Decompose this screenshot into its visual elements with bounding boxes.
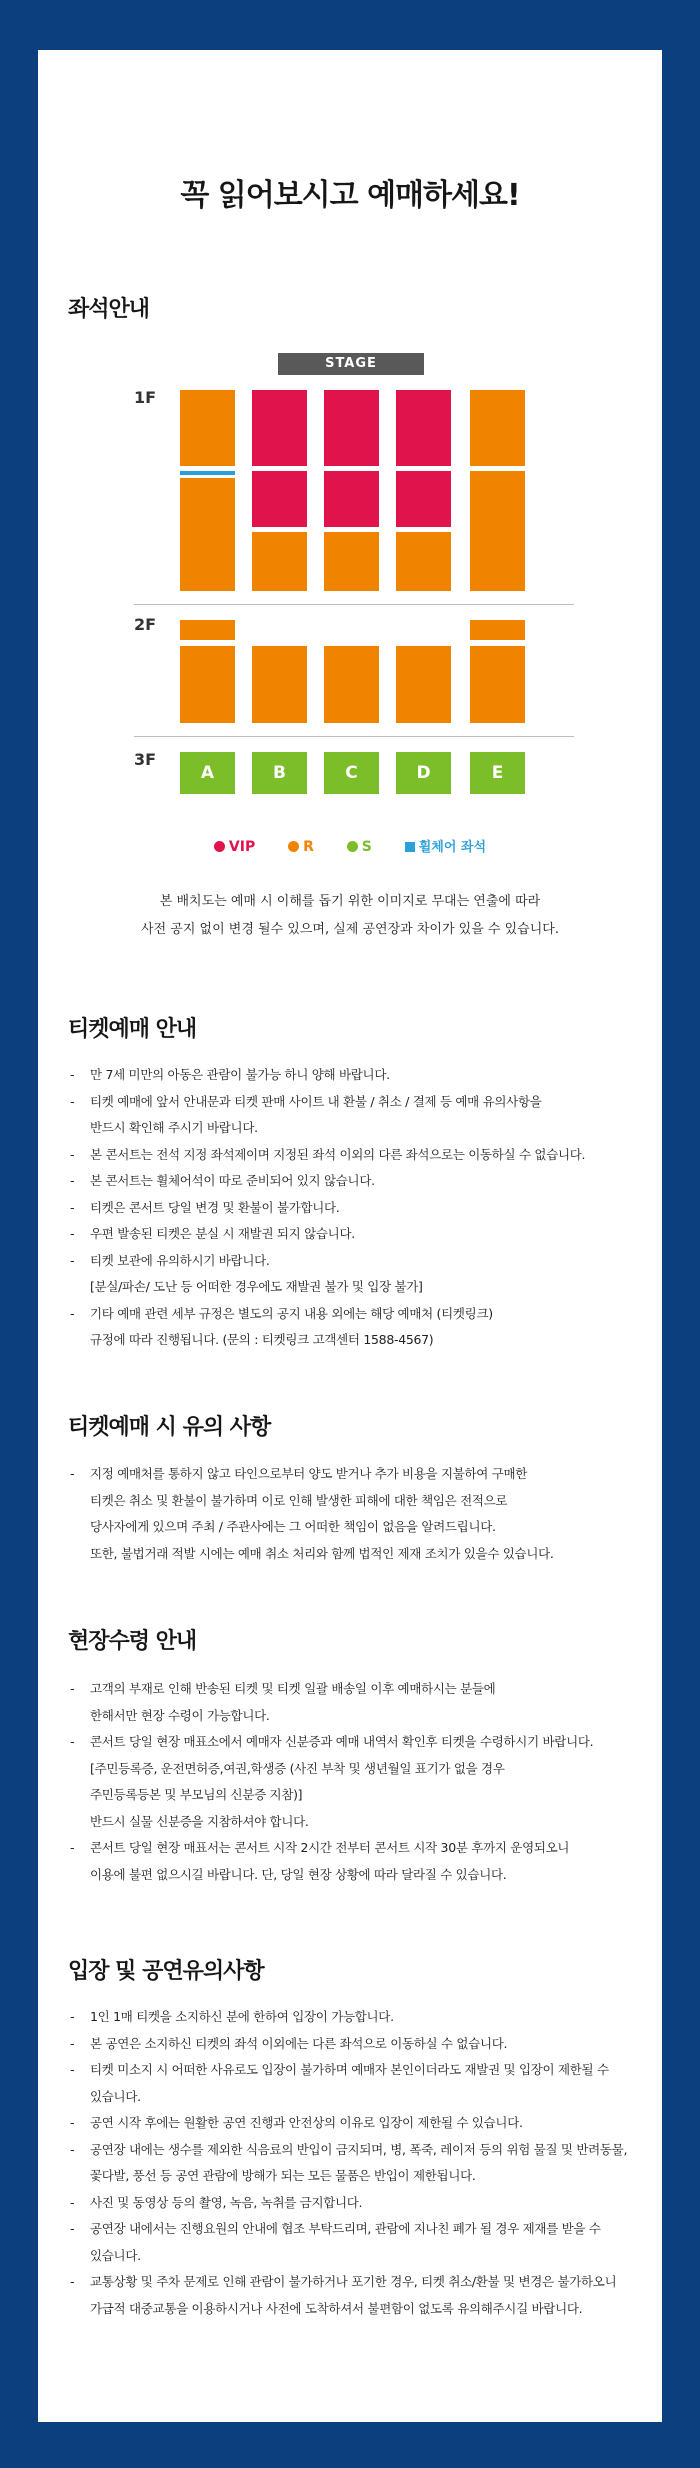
seat-block-2f [252, 646, 307, 723]
floor-divider [134, 604, 574, 605]
list-item: - 콘서트 당일 현장 매표서는 콘서트 시작 2시간 전부터 콘서트 시작 30분 후까지 운영되오니 이용에 불편 없으시길 바랍니다. 단, 당일 현장 상황에 따라 달라질 수 있습니다. [68, 1835, 638, 1888]
list-item: - 티켓은 콘서트 당일 변경 및 환불이 불가합니다. [68, 1195, 638, 1222]
seat-block-3f-d: D [396, 752, 451, 794]
seat-block-3f-e: E [470, 752, 525, 794]
list-item: - 티켓 예매에 앞서 안내문과 티켓 판매 사이트 내 환불 / 취소 / 결제 등 예매 유의사항을 반드시 확인해 주시기 바랍니다. [68, 1089, 638, 1142]
floor-label-1f: 1F [134, 388, 157, 407]
seat-block-2f [324, 646, 379, 723]
caution-list [68, 1461, 638, 1567]
list-item: - 기타 예매 관련 세부 규정은 별도의 공지 내용 외에는 해당 예매처 (티켓링크) 규정에 따라 진행됩니다. (문의 : 티켓링크 고객센터 1588-4567) [68, 1301, 638, 1354]
list-item: - 고객의 부재로 인해 반송된 티켓 및 티켓 일괄 배송일 이후 예매하시는 분들에 한해서만 현장 수령이 가능합니다. [68, 1676, 638, 1729]
seat-note: 본 배치도는 예매 시 이해를 돕기 위한 이미지로 무대는 연출에 따라 사전 공지 없이 변경 될수 있으며, 실제 공연장과 차이가 있을 수 있습니다. [141, 894, 559, 937]
wheelchair-seat [180, 471, 235, 475]
seat-block-1f-left-front [180, 390, 235, 466]
seat-block-2f [470, 646, 525, 723]
list-item: - 콘서트 당일 현장 매표소에서 예매자 신분증과 예매 내역서 확인후 티켓을 수령하시기 바랍니다. [주민등록증, 운전면허증,여권,학생증 (사진 부착 및 생년월일 표기가 없을 경우 주민등록등본 및 부모님의 신분증 지참)] 반드시 실물 신분증을 지참하셔야 합니다. [68, 1729, 638, 1835]
info-card [38, 50, 662, 2422]
list-item: - 공연 시작 후에는 원활한 공연 진행과 안전상의 이유로 입장이 제한될 수 있습니다. [68, 2110, 638, 2137]
seat-block-r [396, 532, 451, 591]
floor-divider [134, 736, 574, 737]
seat-block-vip [324, 390, 379, 466]
legend-item-vip: VIP [214, 839, 255, 855]
list-item: - 우편 발송된 티켓은 분실 시 재발권 되지 않습니다. [68, 1221, 638, 1248]
entry-list [68, 2004, 638, 2322]
legend-square-icon [405, 842, 415, 852]
seat-block-vip [252, 471, 307, 527]
seat-block-vip [396, 471, 451, 527]
list-item: - 티켓 보관에 유의하시기 바랍니다. [분실/파손/ 도난 등 어떠한 경우에도 재발권 불가 및 입장 불가] [68, 1248, 638, 1301]
seat-block-vip [396, 390, 451, 466]
legend-dot-icon [288, 841, 299, 852]
seat-block-r [324, 532, 379, 591]
legend-item-wheelchair: 휠체어 좌석 [405, 840, 486, 855]
seat-block-3f-a: A [180, 752, 235, 794]
legend-dot-icon [214, 841, 225, 852]
legend-item-r: R [288, 839, 314, 855]
list-item: - 본 공연은 소지하신 티켓의 좌석 이외에는 다른 좌석으로 이동하실 수 없습니다. [68, 2031, 638, 2058]
legend-dot-icon [347, 841, 358, 852]
seat-block-3f-b: B [252, 752, 307, 794]
onsite-title: 현장수령 안내 [68, 1629, 197, 1654]
seat-block-1f-right-rear [470, 471, 525, 591]
entry-title: 입장 및 공연유의사항 [68, 1959, 264, 1984]
ticket-guide-list [68, 1062, 638, 1354]
onsite-list [68, 1676, 638, 1888]
seat-block-2f-right-top [470, 620, 525, 640]
seat-block-vip [252, 390, 307, 466]
floor-label-3f: 3F [134, 750, 157, 769]
page-title: 꼭 읽어보시고 예매하세요! [180, 178, 520, 213]
floor-label-2f: 2F [134, 615, 157, 634]
seat-section-title: 좌석안내 [68, 297, 150, 322]
list-item: - 지정 예매처를 통하지 않고 타인으로부터 양도 받거나 추가 비용을 지불하여 구매한 티켓은 취소 및 환불이 불가하며 이로 인해 발생한 피해에 대한 책임은 전적으로 당사자에게 있으며 주최 / 주관사에는 그 어떠한 책임이 없음을 알려드립니다. 또한, 불법거래 적발 시에는 예매 취소 처리와 함께 법적인 제재 조치가 있을수 있습니다. [68, 1461, 638, 1567]
list-item: - 본 콘서트는 휠체어석이 따로 준비되어 있지 않습니다. [68, 1168, 638, 1195]
list-item: - 사진 및 동영상 등의 촬영, 녹음, 녹취를 금지합니다. [68, 2190, 638, 2217]
list-item: - 교통상황 및 주차 문제로 인해 관람이 불가하거나 포기한 경우, 티켓 취소/환불 및 변경은 불가하오니 가급적 대중교통을 이용하시거나 사전에 도착하셔서 불편함이 없도록 유의해주시길 바랍니다. [68, 2269, 638, 2322]
ticket-guide-title: 티켓예매 안내 [68, 1017, 197, 1042]
list-item: - 1인 1매 티켓을 소지하신 분에 한하여 입장이 가능합니다. [68, 2004, 638, 2031]
seat-legend [38, 836, 662, 855]
seat-block-r [252, 532, 307, 591]
seat-block-1f-right-front [470, 390, 525, 466]
seat-block-2f-left-top [180, 620, 235, 640]
seat-block-3f-c: C [324, 752, 379, 794]
list-item: - 공연장 내에서는 진행요원의 안내에 협조 부탁드리며, 관람에 지나친 폐가 될 경우 제재를 받을 수 있습니다. [68, 2216, 638, 2269]
legend-item-s: S [347, 839, 372, 855]
list-item: - 본 콘서트는 전석 지정 좌석제이며 지정된 좌석 이외의 다른 좌석으로는 이동하실 수 없습니다. [68, 1142, 638, 1169]
seat-block-2f [180, 646, 235, 723]
seat-block-2f [396, 646, 451, 723]
seat-block-vip [324, 471, 379, 527]
list-item: - 만 7세 미만의 아동은 관람이 불가능 하니 양해 바랍니다. [68, 1062, 638, 1089]
list-item: - 공연장 내에는 생수를 제외한 식음료의 반입이 금지되며, 병, 폭죽, 레이저 등의 위험 물질 및 반려동물, 꽃다발, 풍선 등 공연 관람에 방해가 되는 모든 물품은 반입이 제한됩니다. [68, 2137, 638, 2190]
caution-title: 티켓예매 시 유의 사항 [68, 1415, 271, 1440]
stage-label: STAGE [278, 353, 424, 375]
list-item: - 티켓 미소지 시 어떠한 사유로도 입장이 불가하며 예매자 본인이더라도 재발권 및 입장이 제한될 수 있습니다. [68, 2057, 638, 2110]
seat-block-1f-left-rear [180, 478, 235, 591]
seat-map [38, 50, 662, 950]
